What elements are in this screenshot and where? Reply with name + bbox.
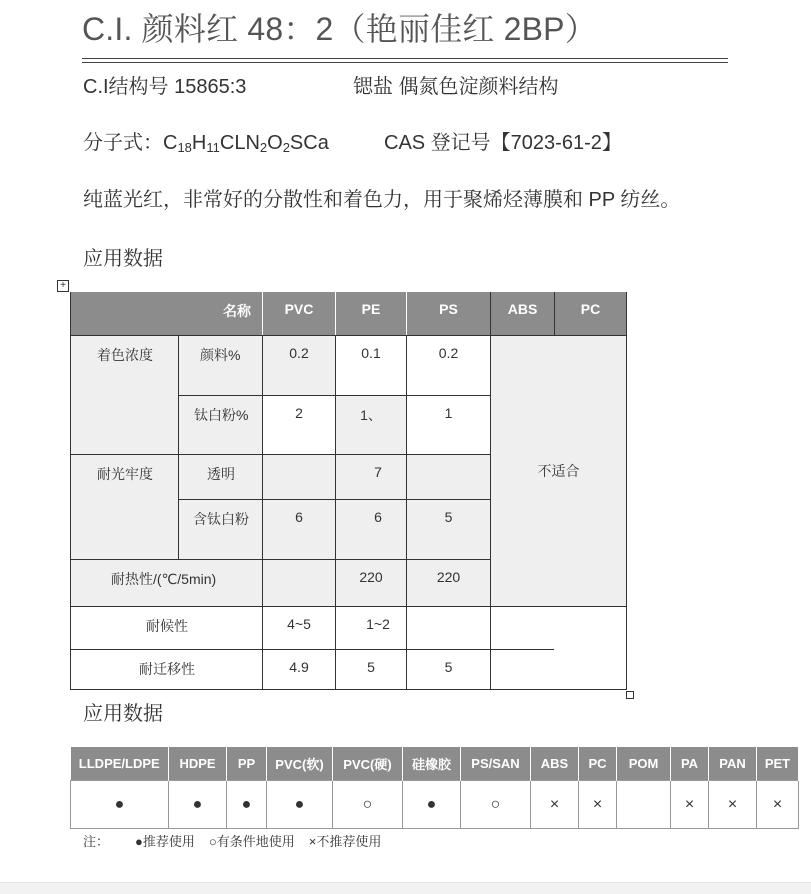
col-header-abs: ABS	[531, 747, 579, 781]
value-heat-pe: 220	[359, 569, 383, 585]
grid-line	[70, 649, 554, 650]
structure-number: C.I结构号 15865:3	[83, 76, 247, 98]
table-move-handle-icon[interactable]: +	[57, 280, 69, 292]
value-tio2-pe: 1、	[360, 407, 382, 423]
value-lldpe: ●	[71, 781, 169, 829]
col-header-pa: PA	[671, 747, 709, 781]
formula-o-count: 2	[282, 140, 290, 155]
product-description: 纯蓝光红，非常好的分散性和着色力，用于聚烯烃薄膜和 PP 纺丝。	[83, 189, 681, 211]
page-footer-strip	[0, 882, 811, 894]
value-weather-pvc: 4~5	[287, 616, 311, 632]
col-header-lldpe: LLDPE/LDPE	[71, 747, 169, 781]
value-ps-san: ○	[461, 781, 531, 829]
legend-conditional: ○有条件地使用	[208, 834, 295, 849]
col-header-pan: PAN	[709, 747, 757, 781]
header-abs: ABS	[491, 292, 554, 335]
value-weather-pe: 1~2	[366, 616, 390, 632]
value-migration-ps: 5	[444, 659, 453, 675]
formula-prefix: 分子式：	[83, 132, 163, 154]
formula-c-count: 18	[177, 140, 192, 155]
grid-line	[178, 499, 490, 500]
value-abs: ×	[531, 781, 579, 829]
header-separator	[406, 292, 407, 335]
value-hdpe: ●	[169, 781, 227, 829]
col-header-silicone: 硅橡胶	[403, 747, 461, 781]
table-resize-handle-icon[interactable]	[626, 691, 634, 699]
value-pet: ×	[757, 781, 799, 829]
col-header-ps-san: PS/SAN	[461, 747, 531, 781]
row-label-tio2: 钛白粉%	[194, 407, 249, 423]
molecular-formula	[83, 126, 329, 155]
value-pvc-hard: ○	[333, 781, 403, 829]
grid-line	[490, 292, 491, 689]
header-pe: PE	[336, 292, 406, 335]
header-ps: PS	[407, 292, 490, 335]
col-header-hdpe: HDPE	[169, 747, 227, 781]
row-label-transparent: 透明	[207, 466, 235, 482]
value-pvc-soft: ●	[267, 781, 333, 829]
col-header-pvc-hard: PVC(硬)	[333, 747, 403, 781]
formula-cln: CLN	[219, 132, 260, 154]
value-heat-ps: 220	[436, 569, 461, 585]
header-pvc: PVC	[263, 292, 335, 335]
formula-n-count: 2	[259, 140, 268, 155]
grid-line	[178, 395, 490, 396]
col-header-pvc-soft: PVC(软)	[267, 747, 333, 781]
value-pigment-pvc: 0.2	[289, 345, 309, 361]
value-with-tio2-pe: 6	[374, 509, 382, 525]
header-separator	[335, 292, 336, 335]
value-transparent-pe: 7	[374, 464, 382, 480]
section-heading-1: 应用数据	[83, 248, 163, 270]
grid-line	[335, 292, 336, 689]
legend-label: 注：	[83, 834, 110, 849]
grid-line	[70, 292, 71, 689]
value-migration-pe: 5	[367, 659, 375, 675]
formula-o: O	[267, 132, 283, 154]
header-name-cell	[70, 292, 262, 335]
col-header-pc: PC	[579, 747, 617, 781]
header-pc: PC	[555, 292, 626, 335]
structure-description	[353, 70, 559, 99]
value-pigment-pe: 0.1	[361, 345, 381, 361]
cas-number: CAS 登记号【7023-61-2】	[384, 132, 622, 154]
col-header-pom: POM	[617, 747, 671, 781]
grid-line	[406, 292, 407, 689]
value-pom	[617, 781, 671, 829]
grid-line	[626, 292, 627, 689]
header-separator	[262, 292, 263, 335]
formula-h: H	[191, 132, 207, 154]
row-label-heat: 耐热性/(℃/5min)	[111, 571, 217, 587]
page-title: C.I. 颜料红 48：2（艳丽佳红 2BP）	[82, 11, 597, 47]
title-rule-bottom	[82, 62, 728, 63]
row-label-tinting: 着色浓度	[97, 347, 153, 363]
value-pa: ×	[671, 781, 709, 829]
value-not-suitable: 不适合	[537, 463, 580, 479]
header-name: 名称	[223, 303, 251, 319]
structure-description-text: 锶盐 偶氮色淀颜料结构	[353, 76, 559, 98]
grid-line	[70, 689, 627, 690]
formula-sca: SCa	[289, 132, 329, 154]
value-with-tio2-pvc: 6	[295, 509, 303, 525]
suitability-value-row	[71, 781, 799, 829]
row-label-migration: 耐迁移性	[139, 661, 195, 677]
title-rule-top	[82, 58, 728, 59]
row-label-pigment: 颜料%	[200, 347, 241, 363]
grid-line	[70, 454, 490, 455]
grid-line	[70, 559, 490, 560]
suitability-header-row	[71, 747, 799, 781]
value-tio2-ps: 1	[444, 405, 453, 421]
value-pp: ●	[227, 781, 267, 829]
row-label-with-tio2: 含钛白粉	[193, 511, 249, 527]
col-header-pet: PET	[757, 747, 799, 781]
grid-line	[554, 292, 555, 335]
value-migration-pvc: 4.9	[289, 659, 309, 675]
row-label-lightfast: 耐光牢度	[97, 466, 153, 482]
grid-line	[262, 292, 263, 689]
value-with-tio2-ps: 5	[444, 509, 453, 525]
section-heading-2: 应用数据	[83, 703, 163, 725]
grid-line	[70, 606, 627, 607]
row-label-weather: 耐候性	[146, 618, 188, 634]
formula-c: C	[163, 132, 178, 154]
value-silicone: ●	[403, 781, 461, 829]
suitability-table	[70, 747, 799, 829]
grid-line	[70, 335, 627, 336]
value-tio2-pvc: 2	[295, 405, 303, 421]
col-header-pp: PP	[227, 747, 267, 781]
value-pan: ×	[709, 781, 757, 829]
legend-note	[83, 831, 395, 850]
grid-line	[178, 336, 179, 559]
value-pc: ×	[579, 781, 617, 829]
formula-h-count: 11	[206, 140, 220, 155]
value-pigment-ps: 0.2	[438, 345, 459, 361]
legend-recommended: ●推荐使用	[135, 834, 195, 849]
legend-not-recommended: ×不推荐使用	[308, 834, 382, 849]
